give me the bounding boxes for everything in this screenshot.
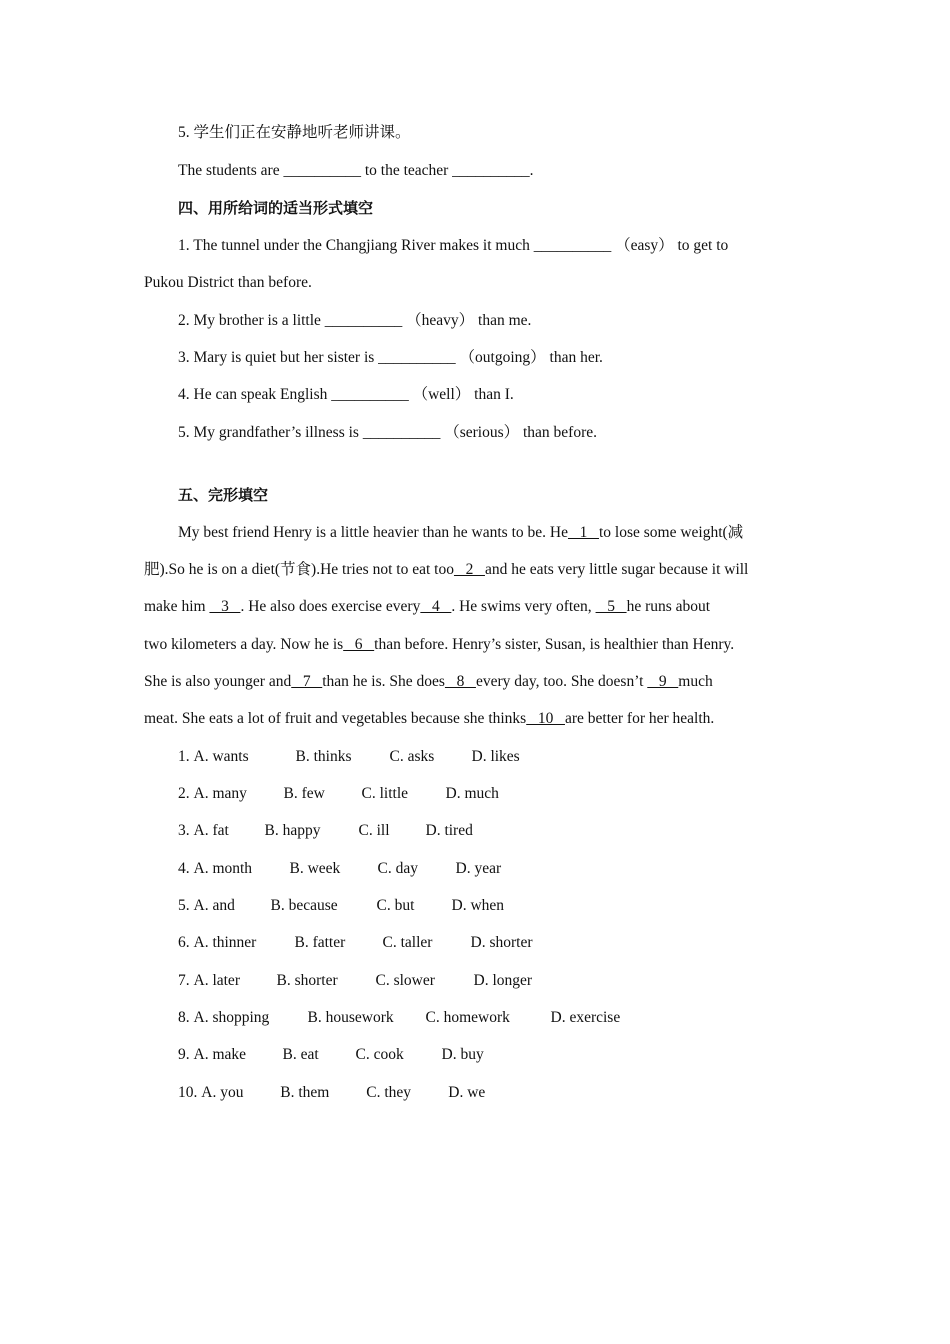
option-d: D. much [445,785,499,802]
option-b: B. fatter [294,934,346,951]
option-a: A. wants [193,748,249,765]
question-number: 2. [178,785,190,802]
blank-5: 5 [595,598,627,615]
blank-6: 6 [343,636,375,653]
option-a: A. you [201,1084,244,1101]
option-a: A. shopping [193,1009,270,1026]
question-1 [178,747,520,767]
option-b: B. happy [264,822,321,839]
passage-text: than he is. She does [322,673,445,690]
passage-text: two kilometers a day. Now he is [144,636,344,653]
option-c: C. ill [358,822,390,839]
option-d: D. shorter [470,934,533,951]
section4-item-1: 1. The tunnel under the Changjiang River makes it much __________ （easy） to get to [178,237,729,254]
option-c: C. but [376,897,415,914]
section4-item-2: 2. My brother is a little __________ （heavy） than me. [178,312,532,329]
question-number: 4. [178,860,190,877]
section4-item-5: 5. My grandfather’s illness is __________ （serious） than before. [178,424,598,441]
option-b: B. week [289,860,341,877]
passage-text: . He also does exercise every [240,598,421,615]
passage-text: and he eats very little sugar because it will [484,561,749,578]
option-a: A. and [193,897,235,914]
passage-line-1 [178,523,743,543]
question-number: 6. [178,934,190,951]
option-a: A. make [193,1046,247,1063]
question-9 [178,1045,484,1065]
section3-item5-chinese: 5. 学生们正在安静地听老师讲课。 [178,124,411,141]
option-b: B. shorter [276,972,338,989]
section5-heading: 五、完形填空 [178,486,269,504]
blank-1: 1 [567,524,599,541]
question-number: 8. [178,1009,190,1026]
option-c: C. day [377,860,418,877]
blank-2: 2 [453,561,485,578]
passage-text: much [678,673,713,690]
option-b: B. thinks [295,748,352,765]
passage-text: than before. Henry’s sister, Susan, is healthier than Henry. [374,636,735,653]
question-number: 5. [178,897,190,914]
question-number: 1. [178,748,190,765]
option-b: B. eat [282,1046,319,1063]
question-number: 3. [178,822,190,839]
section4-item-1-cont: Pukou District than before. [144,274,312,291]
option-c: C. little [361,785,408,802]
question-5 [178,896,504,916]
option-d: D. tired [425,822,473,839]
option-b: B. few [283,785,325,802]
section4-item-3: 3. Mary is quiet but her sister is __________ （outgoing） than her. [178,349,603,366]
passage-text: make him [144,598,210,615]
passage-text: 肥).So he is on a diet(节食).He tries not to eat too [144,561,454,578]
option-d: D. likes [471,748,520,765]
question-4 [178,859,501,879]
option-a: A. many [193,785,247,802]
option-a: A. later [193,972,240,989]
passage-line-2 [144,560,748,580]
passage-text: meat. She eats a lot of fruit and vegetables because she thinks [144,710,527,727]
option-a: A. thinner [193,934,257,951]
option-a: A. fat [193,822,229,839]
option-c: C. asks [389,748,435,765]
blank-9: 9 [647,673,679,690]
option-d: D. when [451,897,505,914]
question-3 [178,821,473,841]
passage-text: My best friend Henry is a little heavier than he wants to be. He [178,524,568,541]
passage-text: he runs about [626,598,711,615]
passage-line-5 [144,672,713,692]
section4-item-4: 4. He can speak English __________ （well） than I. [178,386,514,403]
question-number: 9. [178,1046,190,1063]
passage-text: She is also younger and [144,673,292,690]
option-c: C. cook [355,1046,404,1063]
passage-line-6 [144,709,714,729]
passage-text: . He swims very often, [451,598,596,615]
passage-text: to lose some weight(减 [598,524,744,541]
section3-item5-english: The students are __________ to the teacher __________. [178,162,534,179]
option-b: B. because [270,897,338,914]
blank-4: 4 [420,598,452,615]
question-10 [178,1083,485,1103]
blank-8: 8 [444,673,476,690]
option-c: C. homework [425,1009,510,1026]
option-d: D. exercise [550,1009,621,1026]
option-c: C. taller [382,934,433,951]
question-2 [178,784,499,804]
question-6 [178,933,533,953]
passage-text: every day, too. She doesn’t [475,673,648,690]
passage-line-4 [144,635,734,655]
blank-7: 7 [291,673,323,690]
question-number: 10. [178,1084,198,1101]
option-c: C. they [366,1084,412,1101]
blank-10: 10 [526,710,565,727]
option-d: D. we [448,1084,486,1101]
question-number: 7. [178,972,190,989]
option-d: D. longer [473,972,533,989]
option-c: C. slower [375,972,435,989]
question-8 [178,1008,620,1028]
option-d: D. buy [441,1046,484,1063]
option-d: D. year [455,860,502,877]
passage-text: are better for her health. [564,710,715,727]
option-a: A. month [193,860,253,877]
option-b: B. housework [307,1009,394,1026]
option-b: B. them [280,1084,330,1101]
blank-3: 3 [209,598,241,615]
section4-heading: 四、用所给词的适当形式填空 [178,199,374,217]
passage-line-3 [144,597,710,617]
question-7 [178,971,532,991]
